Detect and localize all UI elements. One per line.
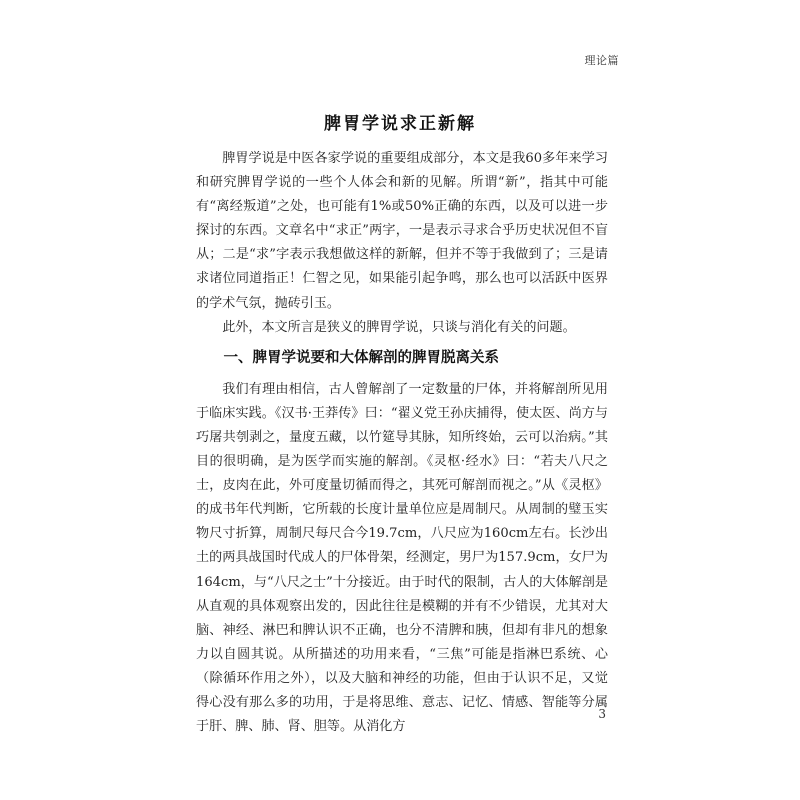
section-1-paragraph-1: 我们有理由相信，古人曾解剖了一定数量的尸体，并将解剖所见用于临床实践。《汉书·王莽传》曰：“翟义党王孙庆捕得，使太医、尚方与巧屠共刳剥之，量度五藏，以竹筵导其脉，知所终始，云可以治病。”其目的很明确，是为医学而实施的解剖。《灵枢·经水》曰：“若夫八尺之士，皮肉在此，外可度量切循而得之，其死可解剖而视之。”从《灵枢》的成书年代判断，它所载的长度计量单位应是周制尺。从周制的璧玉实物尺寸折算，周制尺每尺合今19.7cm，八尺应为160cm左右。长沙出土的两具战国时代成人的尸体骨架，经测定，男尸为157.9cm，女尸为164cm，与“八尺之士”十分接近。由于时代的限制，古人的大体解剖是从直观的具体观察出发的，因此往往是模糊的并有不少错误，尤其对大脑、神经、淋巴和脾认识不正确，也分不清脾和胰，但却有非凡的想象力以自圆其说。从所描述的功用来看，“三焦”可能是指淋巴系统、心（除循环作用之外），以及大脑和神经的功能，但由于认识不足，又觉得心没有那么多的功用，于是将思维、意志、记忆、情感、智能等分属于肝、脾、肺、肾、胆等。从消化方: [196, 381, 608, 735]
section-heading-1: 一、脾胃学说要和大体解剖的脾胃脱离关系: [223, 349, 500, 366]
page-number: 3: [598, 707, 606, 721]
running-header: 理论篇: [584, 54, 619, 67]
intro-paragraph-1: 脾胃学说是中医各家学说的重要组成部分，本文是我60多年来学习和研究脾胃学说的一些个人体会和新的见解。所谓“新”，指其中可能有“离经叛道”之处，也可能有1%或50%正确的东西，以及可以进一步探讨的东西。文章名中“求正”两字，一是表示寻求合乎历史状况但不盲从；二是“求”字表示我想做这样的新解，但并不等于我做到了；三是请求诸位同道指正！仁智之见，如果能引起争鸣，那么也可以活跃中医界的学术气氛，抛砖引玉。: [196, 151, 608, 311]
article-body: [196, 147, 608, 739]
article-title: 脾胃学说求正新解: [324, 114, 476, 134]
intro-paragraph-2: 此外，本文所言是狭义的脾胃学说，只谈与消化有关的问题。: [222, 319, 576, 335]
